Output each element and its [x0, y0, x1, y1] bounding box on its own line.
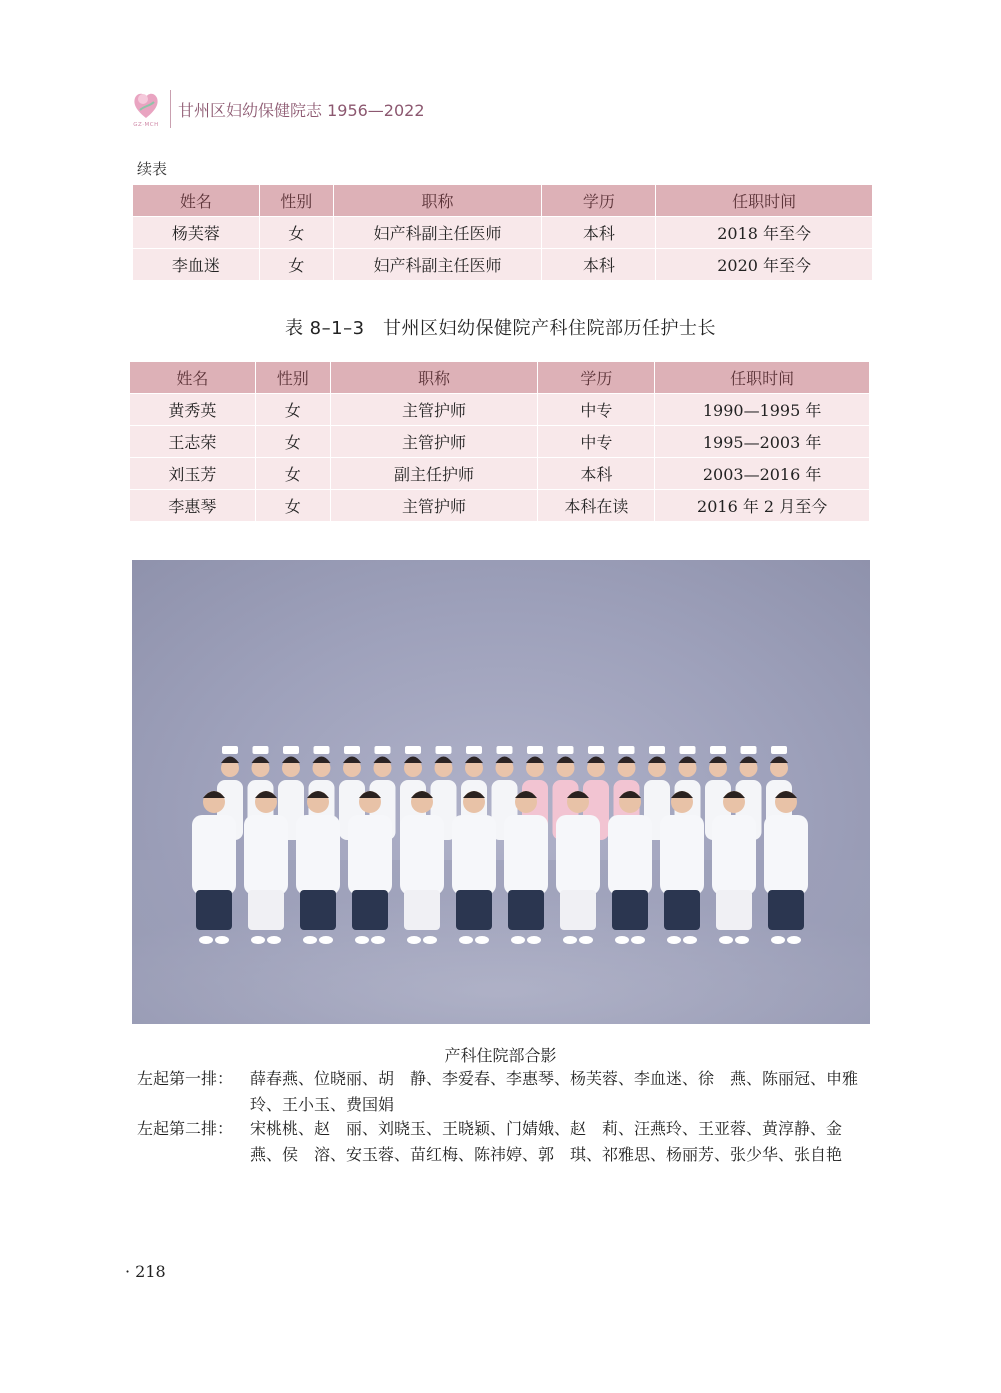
col-header-title: 职称 — [330, 362, 538, 394]
table-head-nurses — [129, 361, 870, 522]
cell-gender: 女 — [259, 249, 333, 281]
cell-gender: 女 — [259, 217, 333, 249]
cell-education: 中专 — [538, 426, 655, 458]
cell-tenure: 1995—2003 年 — [655, 426, 870, 458]
table-row — [130, 394, 870, 426]
cell-education: 本科 — [542, 249, 656, 281]
cell-name: 黄秀英 — [130, 394, 256, 426]
cell-name: 王志荣 — [130, 426, 256, 458]
table-head-nurses-continued — [132, 184, 873, 281]
table-row — [133, 249, 873, 281]
cell-title: 主管护师 — [330, 426, 538, 458]
first-row-label: 左起第一排： — [137, 1069, 234, 1088]
cell-education: 本科在读 — [538, 490, 655, 522]
page-number: · 218 — [125, 1262, 166, 1281]
col-header-education: 学历 — [538, 362, 655, 394]
photo-caption: 产科住院部合影 — [444, 1046, 557, 1065]
col-header-name: 姓名 — [133, 185, 260, 217]
cell-education: 本科 — [542, 217, 656, 249]
col-header-name: 姓名 — [130, 362, 256, 394]
cell-name: 杨芙蓉 — [133, 217, 260, 249]
group-photo-illustration — [132, 560, 870, 1024]
book-title: 甘州区妇幼保健院志 1956—2022 — [178, 100, 425, 120]
cell-tenure: 2020 年至今 — [656, 249, 873, 281]
header-divider — [170, 90, 171, 128]
logo-text: GZ·MCH — [133, 122, 159, 128]
cell-tenure: 2016 年 2 月至今 — [655, 490, 870, 522]
first-row-list: 薛春燕、位晓丽、胡 静、李爱春、李惠琴、杨芙蓉、李血迷、徐 燕、陈丽冠、申雅玲、王小玉、费国娟 — [250, 1069, 859, 1114]
cell-gender: 女 — [255, 458, 330, 490]
cell-tenure: 2018 年至今 — [656, 217, 873, 249]
heart-logo-icon — [132, 88, 160, 122]
table-row — [130, 490, 870, 522]
cell-tenure: 1990—1995 年 — [655, 394, 870, 426]
cell-education: 中专 — [538, 394, 655, 426]
col-header-education: 学历 — [542, 185, 656, 217]
col-header-gender: 性别 — [259, 185, 333, 217]
cell-title: 妇产科副主任医师 — [333, 217, 542, 249]
running-header — [128, 86, 425, 132]
col-header-gender: 性别 — [255, 362, 330, 394]
cell-name: 刘玉芳 — [130, 458, 256, 490]
cell-gender: 女 — [255, 394, 330, 426]
hospital-logo — [128, 86, 164, 132]
col-header-title: 职称 — [333, 185, 542, 217]
group-photo — [132, 560, 870, 1024]
cell-education: 本科 — [538, 458, 655, 490]
cell-name: 李血迷 — [133, 249, 260, 281]
table-caption: 表 8–1–3 甘州区妇幼保健院产科住院部历任护士长 — [284, 318, 717, 339]
cell-title: 妇产科副主任医师 — [333, 249, 542, 281]
col-header-tenure: 任职时间 — [656, 185, 873, 217]
cell-tenure: 2003—2016 年 — [655, 458, 870, 490]
table-row — [130, 426, 870, 458]
cell-name: 李惠琴 — [130, 490, 256, 522]
table-row — [133, 217, 873, 249]
table-header-row — [133, 185, 873, 217]
col-header-tenure: 任职时间 — [655, 362, 870, 394]
table-header-row — [130, 362, 870, 394]
cell-title: 主管护师 — [330, 490, 538, 522]
cell-gender: 女 — [255, 426, 330, 458]
second-row-label: 左起第二排： — [137, 1119, 234, 1138]
table-row — [130, 458, 870, 490]
cell-title: 副主任护师 — [330, 458, 538, 490]
cell-title: 主管护师 — [330, 394, 538, 426]
second-row-list: 宋桃桃、赵 丽、刘晓玉、王晓颖、门婧娥、赵 莉、汪燕玲、王亚蓉、黄淳静、金 燕、侯 溶、安玉蓉、苗红梅、陈祎婷、郭 琪、祁雅思、杨丽芳、张少华、张自艳 — [250, 1119, 859, 1164]
continued-label: 续表 — [137, 160, 168, 178]
cell-gender: 女 — [255, 490, 330, 522]
